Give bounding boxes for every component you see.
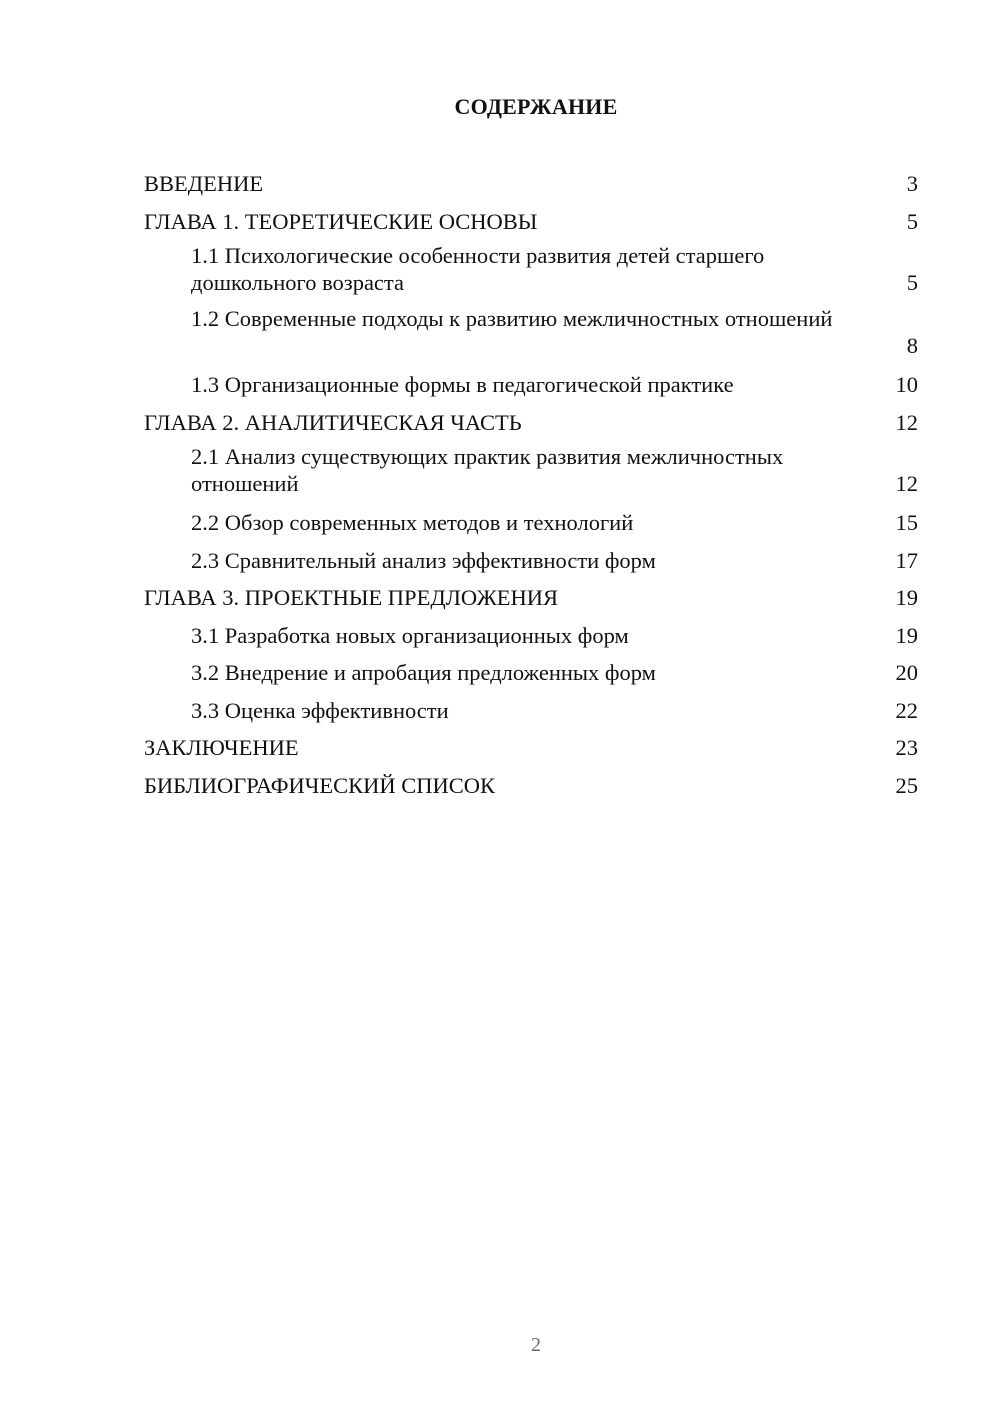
toc-entry-page: 25 xyxy=(895,772,918,798)
toc-entry-chapter-2[interactable] xyxy=(144,407,918,445)
toc-entry-title: 2.3 Сравнительный анализ эффективности форм xyxy=(191,547,656,573)
toc-entry-page: 15 xyxy=(895,510,918,535)
toc-entry-page: 10 xyxy=(895,372,918,397)
toc-entry-page: 17 xyxy=(895,547,918,573)
toc-entry-title: ГЛАВА 2. АНАЛИТИЧЕСКАЯ ЧАСТЬ xyxy=(144,409,522,435)
toc-entry-title: 2.2 Обзор современных методов и технологий xyxy=(191,510,634,535)
toc-entry-title: 3.2 Внедрение и апробация предложенных форм xyxy=(191,660,656,685)
toc-entry-section-2-3[interactable] xyxy=(144,545,918,583)
toc-entry-title: 1.1 Психологические особенности развития детей старшего дошкольного возраста xyxy=(191,243,765,295)
toc-entry-page: 19 xyxy=(895,622,918,648)
table-of-contents xyxy=(144,168,918,807)
toc-entry-chapter-1[interactable] xyxy=(144,206,918,244)
toc-entry-page: 23 xyxy=(895,735,918,760)
toc-heading: СОДЕРЖАНИЕ xyxy=(454,94,618,119)
toc-entry-section-1-1[interactable] xyxy=(144,243,918,306)
toc-entry-chapter-3[interactable] xyxy=(144,582,918,620)
toc-entry-title: 1.3 Организационные формы в педагогической практике xyxy=(191,372,734,397)
toc-entry-title: ГЛАВА 1. ТЕОРЕТИЧЕСКИЕ ОСНОВЫ xyxy=(144,208,538,234)
toc-entry-page: 22 xyxy=(895,697,918,723)
toc-entry-section-2-1[interactable] xyxy=(144,444,918,507)
toc-entry-page: 3 xyxy=(906,171,918,196)
toc-entry-title: 3.3 Оценка эффективности xyxy=(191,697,449,723)
toc-entry-conclusion[interactable] xyxy=(144,732,918,770)
toc-entry-title: БИБЛИОГРАФИЧЕСКИЙ СПИСОК xyxy=(144,772,496,798)
page-number: 2 xyxy=(531,1334,541,1356)
toc-entry-section-1-2[interactable] xyxy=(144,306,918,369)
toc-entry-page: 20 xyxy=(895,660,918,685)
toc-entry-page: 5 xyxy=(906,269,918,295)
toc-entry-page: 19 xyxy=(895,585,918,610)
toc-entry-introduction[interactable] xyxy=(144,168,918,206)
toc-entry-section-1-3[interactable] xyxy=(144,369,918,407)
toc-entry-title: 2.1 Анализ существующих практик развития межличностных отношений xyxy=(191,444,784,496)
toc-entry-section-3-2[interactable] xyxy=(144,657,918,695)
toc-entry-page: 12 xyxy=(895,470,918,496)
toc-entry-title: 1.2 Современные подходы к развитию межличностных отношений xyxy=(191,306,833,331)
toc-entry-title: 3.1 Разработка новых организационных форм xyxy=(191,622,629,648)
toc-entry-section-3-3[interactable] xyxy=(144,695,918,733)
toc-entry-title: ВВЕДЕНИЕ xyxy=(144,171,264,196)
toc-entry-section-3-1[interactable] xyxy=(144,620,918,658)
toc-entry-page: 5 xyxy=(906,208,918,234)
toc-entry-section-2-2[interactable] xyxy=(144,507,918,545)
toc-entry-bibliography[interactable] xyxy=(144,770,918,808)
toc-entry-title: ЗАКЛЮЧЕНИЕ xyxy=(144,735,299,760)
toc-entry-page: 12 xyxy=(895,409,918,435)
toc-entry-page: 8 xyxy=(906,332,918,358)
toc-entry-title: ГЛАВА 3. ПРОЕКТНЫЕ ПРЕДЛОЖЕНИЯ xyxy=(144,585,559,610)
